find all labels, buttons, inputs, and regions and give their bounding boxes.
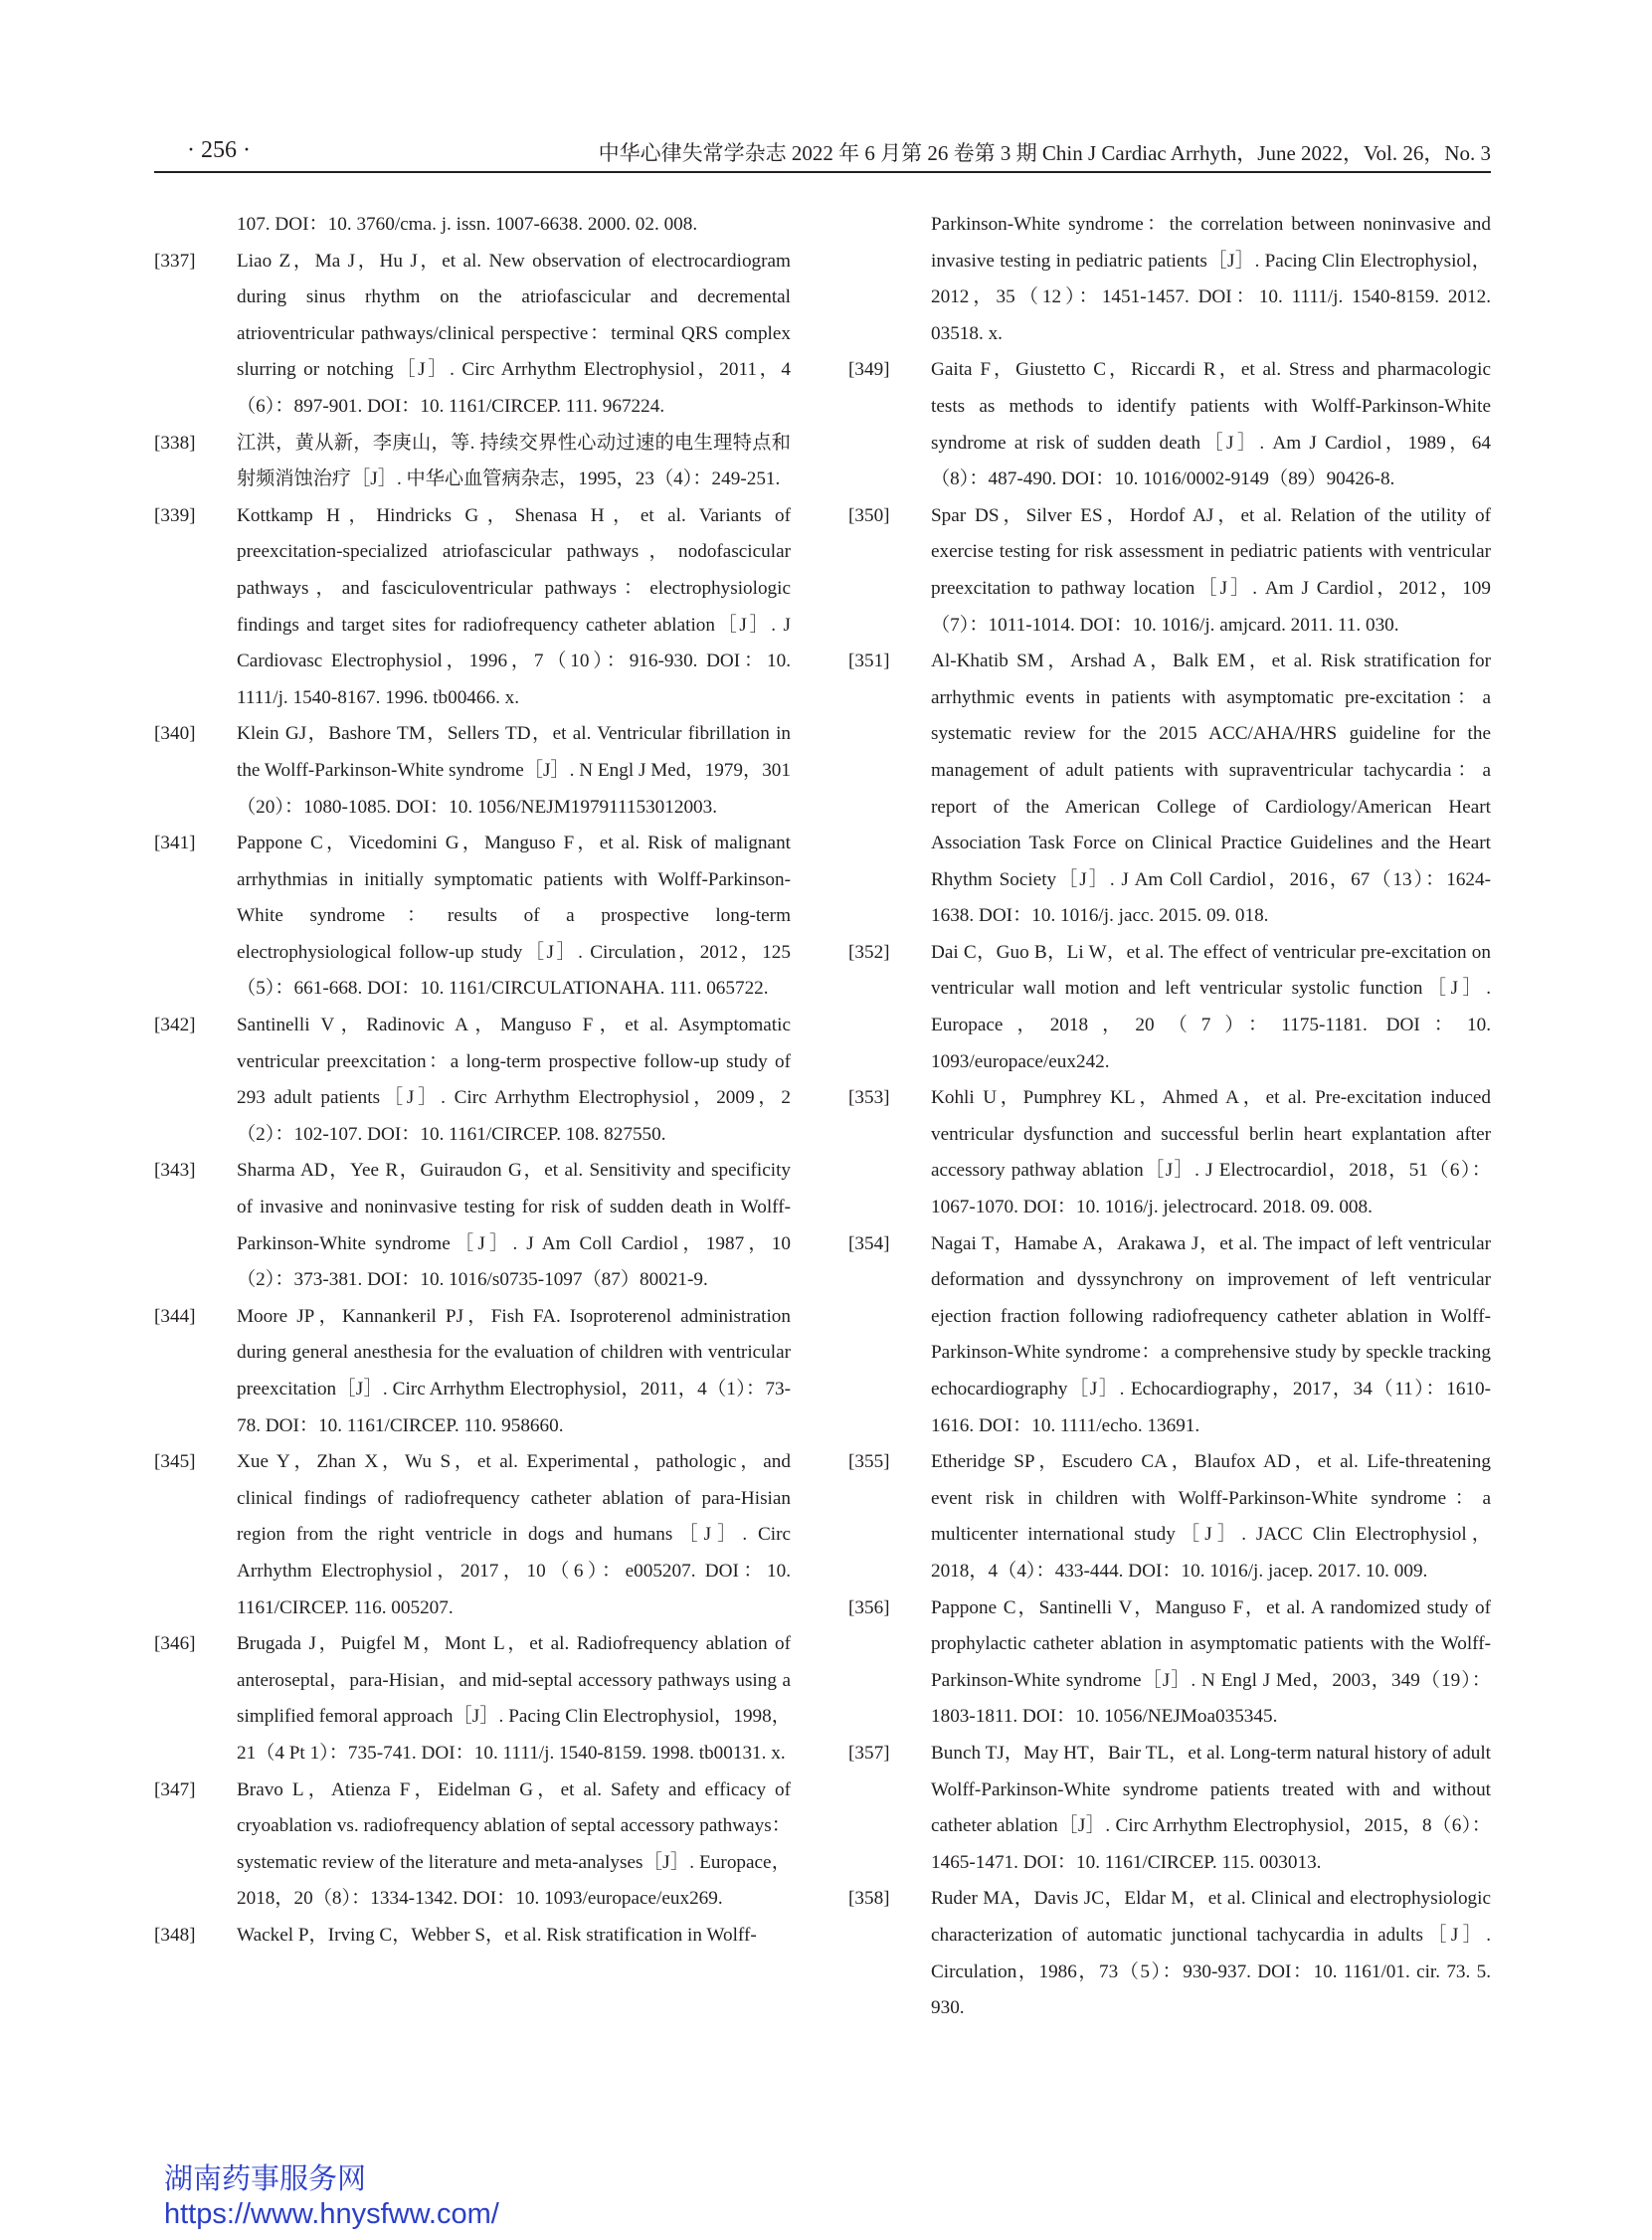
reference-text: Bunch TJ，May HT，Bair TL，et al. Long-term natural history of adult Wolff-Parkinson-White syndrome patients treated with and without catheter ablation［J］. Circ Arrhythm Electrophysiol，2015，8（6）：1465-1471. DOI：10. 1161/CIRCEP. 115. 003013. bbox=[931, 1742, 1491, 1873]
reference-item bbox=[154, 1918, 791, 1955]
reference-text: Gaita F，Giustetto C，Riccardi R，et al. Stress and pharmacologic tests as methods to identify patients with Wolff-Parkinson-White syndrome at risk of sudden death［J］. Am J Cardiol，1989，64（8）：487-490. DOI：10. 1016/0002-9149（89）90426-8. bbox=[931, 359, 1491, 490]
reference-item bbox=[154, 826, 791, 1008]
watermark-url[interactable]: https://www.hnysfww.com/ bbox=[164, 2198, 499, 2230]
reference-text: Klein GJ，Bashore TM，Sellers TD，et al. Ventricular fibrillation in the Wolff-Parkinson-White syndrome［J］. N Engl J Med，1979，301（20）：1080-1085. DOI：10. 1056/NEJM197911153012003. bbox=[237, 723, 791, 818]
running-title: 中华心律失常学杂志 2022 年 6 月第 26 卷第 3 期 Chin J Cardiac Arrhyth，June 2022，Vol. 26，No. 3 bbox=[598, 141, 1491, 165]
reference-item bbox=[154, 244, 791, 426]
reference-text: Kohli U，Pumphrey KL，Ahmed A，et al. Pre-excitation induced ventricular dysfunction and successful berlin heart explantation after accessory pathway ablation［J］. J Electrocardiol，2018，51（6）：1067-1070. DOI：10. 1016/j. jelectrocard. 2018. 09. 008. bbox=[931, 1087, 1491, 1218]
reference-item bbox=[154, 716, 791, 826]
reference-text: Wackel P，Irving C，Webber S，et al. Risk stratification in Wolff- bbox=[237, 1924, 757, 1946]
right-column bbox=[848, 207, 1491, 2027]
reference-text: Pappone C，Santinelli V，Manguso F，et al. A randomized study of prophylactic catheter ablation in asymptomatic patients with the Wolff-Parkinson-White syndrome［J］. N Engl J Med，2003，349（19）：1803-1811. DOI：10. 1056/NEJMoa035345. bbox=[931, 1596, 1491, 1728]
reference-number: [356] bbox=[848, 1596, 890, 1618]
page-number: · 256 · bbox=[187, 137, 251, 163]
reference-text: Brugada J，Puigfel M，Mont L，et al. Radiofrequency ablation of anteroseptal，para-Hisian，and mid-septal accessory pathways using a simplified femoral approach［J］. Pacing Clin Electrophysiol，1998，21（4 Pt 1）：735-741. DOI：10. 1111/j. 1540-8159. 1998. tb00131. x. bbox=[237, 1633, 791, 1764]
reference-item bbox=[848, 1226, 1491, 1445]
reference-item bbox=[848, 1080, 1491, 1225]
reference-item bbox=[848, 935, 1491, 1080]
reference-item bbox=[848, 352, 1491, 497]
reference-number: [344] bbox=[154, 1305, 196, 1327]
watermark bbox=[164, 2160, 499, 2232]
reference-text: Santinelli V，Radinovic A，Manguso F，et al. Asymptomatic ventricular preexcitation：a long-term prospective follow-up study of 293 adult patients［J］. Circ Arrhythm Electrophysiol，2009，2（2）：102-107. DOI：10. 1161/CIRCEP. 108. 827550. bbox=[237, 1015, 791, 1145]
reference-number: [343] bbox=[154, 1160, 196, 1182]
left-column bbox=[154, 207, 791, 1955]
reference-item bbox=[154, 1626, 791, 1772]
reference-number: [337] bbox=[154, 250, 196, 272]
reference-number: [346] bbox=[154, 1633, 196, 1655]
reference-text: Bravo L，Atienza F，Eidelman G，et al. Safety and efficacy of cryoablation vs. radiofrequency ablation of septal accessory pathways：systematic review of the literature and meta-analyses［J］. Europace，2018，20（8）：1334-1342. DOI：10. 1093/europace/eux269. bbox=[237, 1778, 791, 1910]
reference-list bbox=[848, 352, 1491, 2026]
reference-text: 江洪，黄从新，李庚山，等. 持续交界性心动过速的电生理特点和射频消蚀治疗［J］. 中华心血管病杂志，1995，23（4）：249-251. bbox=[237, 432, 791, 490]
reference-item bbox=[848, 1881, 1491, 2026]
reference-item bbox=[154, 1444, 791, 1626]
reference-number: [354] bbox=[848, 1232, 890, 1254]
reference-item bbox=[848, 1444, 1491, 1589]
reference-text: Spar DS，Silver ES，Hordof AJ，et al. Relation of the utility of exercise testing for risk assessment in pediatric patients with ventricular preexcitation to pathway location［J］. Am J Cardiol，2012，109（7）：1011-1014. DOI：10. 1016/j. amjcard. 2011. 11. 030. bbox=[931, 504, 1491, 636]
reference-text: Moore JP，Kannankeril PJ，Fish FA. Isoproterenol administration during general anesthesia for the evaluation of children with ventricular preexcitation［J］. Circ Arrhythm Electrophysiol，2011，4（1）：73-78. DOI：10. 1161/CIRCEP. 110. 958660. bbox=[237, 1305, 791, 1436]
reference-continuation: 107. DOI：10. 3760/cma. j. issn. 1007-6638. 2000. 02. 008. bbox=[237, 214, 698, 235]
reference-number: [341] bbox=[154, 833, 196, 854]
reference-text: Sharma AD，Yee R，Guiraudon G，et al. Sensitivity and specificity of invasive and noninvasive testing for risk of sudden death in Wolff-Parkinson-White syndrome［J］. J Am Coll Cardiol，1987，10（2）：373-381. DOI：10. 1016/s0735-1097（87）80021-9. bbox=[237, 1160, 791, 1291]
reference-number: [353] bbox=[848, 1087, 890, 1109]
reference-item bbox=[154, 1008, 791, 1153]
page-header bbox=[154, 137, 1491, 173]
reference-text: Xue Y，Zhan X，Wu S，et al. Experimental，pathologic，and clinical findings of radiofrequency catheter ablation of para-Hisian region from the right ventricle in dogs and humans［J］. Circ Arrhythm Electrophysiol，2017，10（6）：e005207. DOI：10. 1161/CIRCEP. 116. 005207. bbox=[237, 1451, 791, 1618]
reference-text: Pappone C，Vicedomini G，Manguso F，et al. Risk of malignant arrhythmias in initially symptomatic patients with Wolff-Parkinson-White syndrome：results of a prospective long-term electrophysiological follow-up study［J］. Circulation，2012，125（5）：661-668. DOI：10. 1161/CIRCULATIONAHA. 111. 065722. bbox=[237, 833, 791, 1000]
reference-number: [357] bbox=[848, 1742, 890, 1764]
watermark-name: 湖南药事服务网 bbox=[164, 2161, 367, 2195]
reference-number: [339] bbox=[154, 504, 196, 526]
reference-text: Kottkamp H，Hindricks G，Shenasa H，et al. Variants of preexcitation-specialized atriofascicular pathways，nodofascicular pathways，and fasciculoventricular pathways：electrophysiologic findings and target sites for radiofrequency catheter ablation［J］. J Cardiovasc Electrophysiol，1996，7（10）：916-930. DOI：10. 1111/j. 1540-8167. 1996. tb00466. x. bbox=[237, 504, 791, 708]
reference-number: [338] bbox=[154, 432, 196, 454]
reference-item bbox=[154, 498, 791, 717]
reference-text: Al-Khatib SM，Arshad A，Balk EM，et al. Risk stratification for arrhythmic events in patients with asymptomatic pre-excitation：a systematic review for the 2015 ACC/AHA/HRS guideline for the management of adult patients with supraventricular tachycardia：a report of the American College of Cardiology/American Heart Association Task Force on Clinical Practice Guidelines and the Heart Rhythm Society［J］. J Am Coll Cardiol，2016，67（13）：1624-1638. DOI：10. 1016/j. jacc. 2015. 09. 018. bbox=[931, 651, 1491, 927]
reference-item bbox=[154, 426, 791, 498]
reference-number: [342] bbox=[154, 1015, 196, 1036]
reference-text: Nagai T，Hamabe A，Arakawa J，et al. The impact of left ventricular deformation and dyssynchrony on improvement of left ventricular ejection fraction following radiofrequency catheter ablation in Wolff-Parkinson-White syndrome：a comprehensive study by speckle tracking echocardiography［J］. Echocardiography，2017，34（11）：1610-1616. DOI：10. 1111/echo. 13691. bbox=[931, 1232, 1491, 1436]
reference-number: [358] bbox=[848, 1888, 890, 1910]
reference-item bbox=[154, 1153, 791, 1298]
reference-item bbox=[848, 644, 1491, 935]
reference-number: [349] bbox=[848, 359, 890, 381]
reference-number: [355] bbox=[848, 1451, 890, 1473]
reference-item bbox=[848, 498, 1491, 644]
reference-number: [351] bbox=[848, 651, 890, 672]
reference-text: Dai C，Guo B，Li W，et al. The effect of ventricular pre-excitation on ventricular wall motion and left ventricular systolic function［J］. Europace，2018，20（7）：1175-1181. DOI：10. 1093/europace/eux242. bbox=[931, 941, 1491, 1072]
reference-item bbox=[154, 1773, 791, 1918]
reference-list bbox=[154, 244, 791, 1955]
reference-number: [347] bbox=[154, 1778, 196, 1800]
reference-item bbox=[154, 1299, 791, 1444]
reference-continuation: Parkinson-White syndrome：the correlation between noninvasive and invasive testing in pediatric patients［J］. Pacing Clin Electrophysiol，2012，35（12）：1451-1457. DOI：10. 1111/j. 1540-8159. 2012. 03518. x. bbox=[931, 214, 1491, 344]
reference-text: Liao Z，Ma J，Hu J，et al. New observation of electrocardiogram during sinus rhythm on the atriofascicular and decremental atrioventricular pathways/clinical perspective：terminal QRS complex slurring or notching［J］. Circ Arrhythm Electrophysiol，2011，4（6）：897-901. DOI：10. 1161/CIRCEP. 111. 967224. bbox=[237, 250, 791, 417]
reference-number: [340] bbox=[154, 723, 196, 745]
reference-number: [350] bbox=[848, 504, 890, 526]
reference-number: [352] bbox=[848, 941, 890, 963]
reference-item bbox=[848, 1590, 1491, 1736]
reference-item bbox=[848, 1736, 1491, 1881]
reference-text: Etheridge SP，Escudero CA，Blaufox AD，et al. Life-threatening event risk in children with Wolff-Parkinson-White syndrome：a multicenter international study［J］. JACC Clin Electrophysiol，2018，4（4）：433-444. DOI：10. 1016/j. jacep. 2017. 10. 009. bbox=[931, 1451, 1491, 1582]
reference-number: [348] bbox=[154, 1924, 196, 1946]
reference-text: Ruder MA，Davis JC，Eldar M，et al. Clinical and electrophysiologic characterization of automatic junctional tachycardia in adults［J］. Circulation，1986，73（5）：930-937. DOI：10. 1161/01. cir. 73. 5. 930. bbox=[931, 1888, 1491, 2019]
reference-number: [345] bbox=[154, 1451, 196, 1473]
